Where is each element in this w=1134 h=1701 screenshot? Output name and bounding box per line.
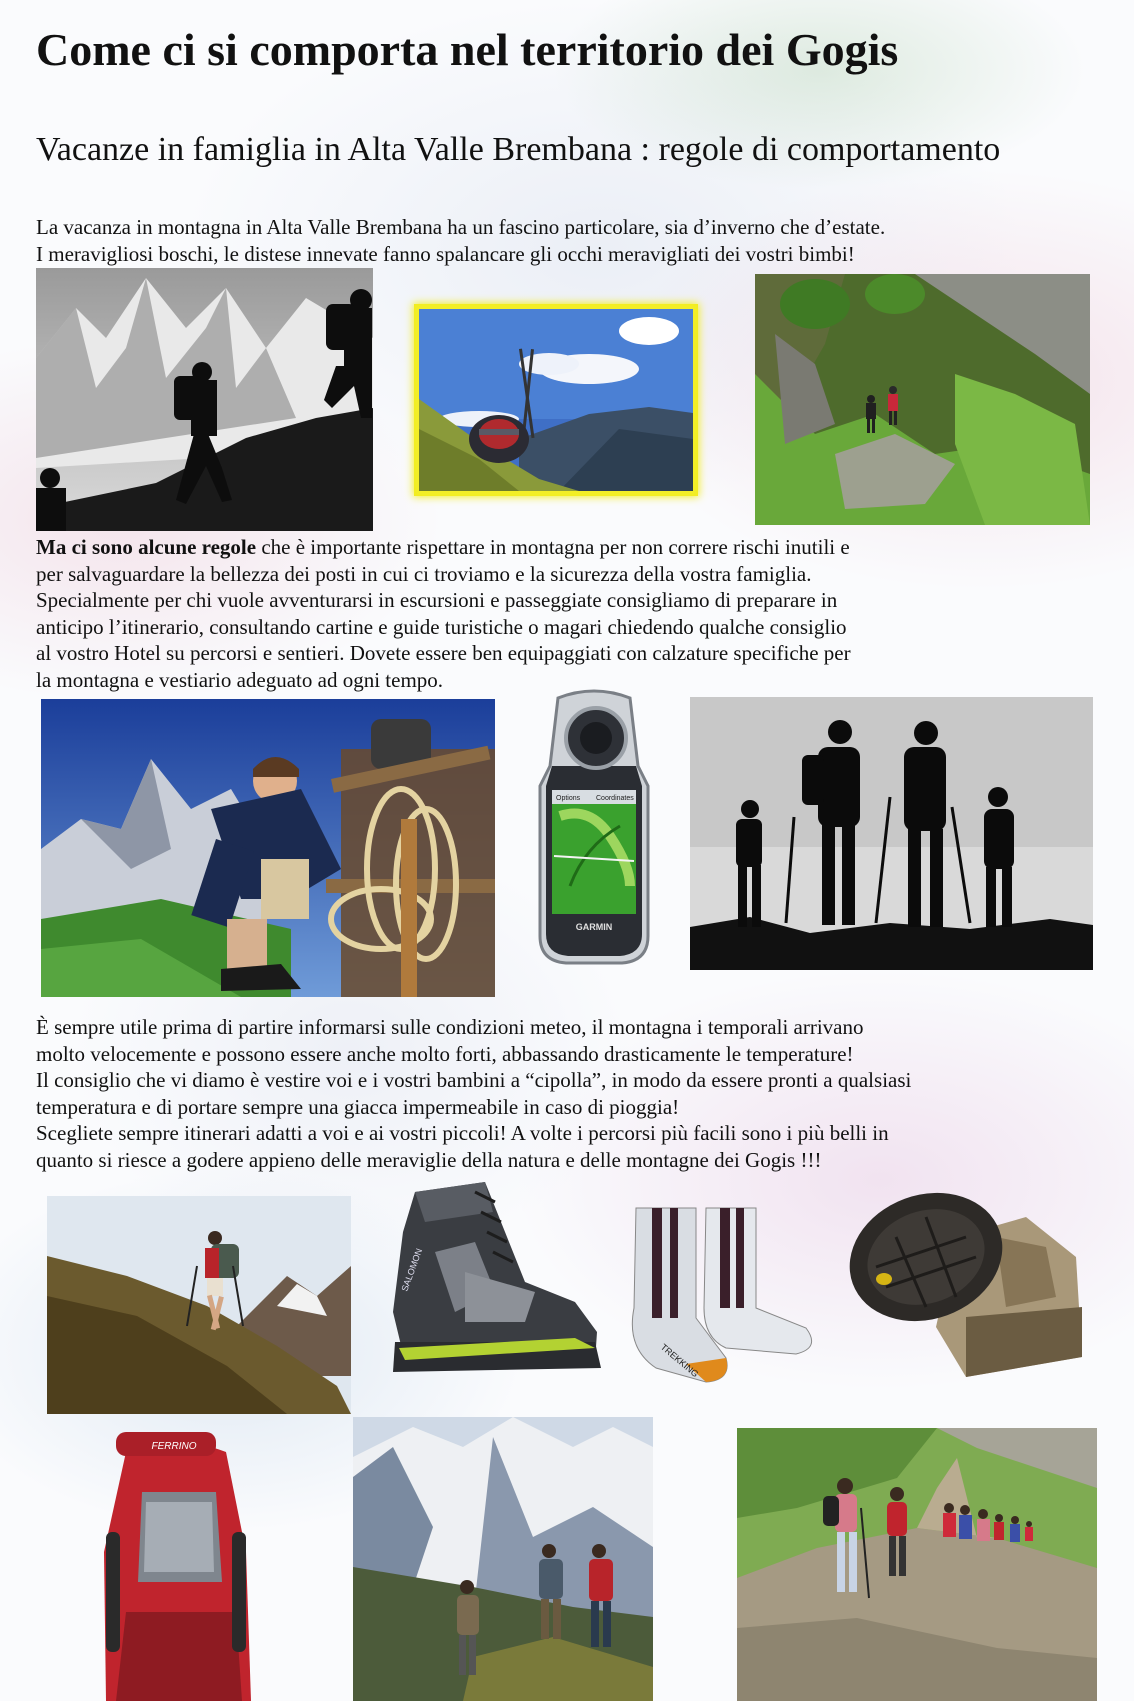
photo-trail-rocky-green xyxy=(755,274,1090,525)
advice-line: È sempre utile prima di partire informarsi sulle condizioni meteo, il montagna i temporali arrivano xyxy=(36,1015,864,1039)
advice-line: molto velocemente e possono essere anche molto forti, abbassando drasticamente le temperature! xyxy=(36,1041,854,1066)
intro-paragraph xyxy=(36,214,1096,267)
gps-brand: GARMIN xyxy=(575,922,613,932)
advice-line: Scegliete sempre itinerari adatti a voi e ai vostri piccoli! A volte i percorsi più facili sono i più belli in xyxy=(36,1121,889,1146)
photo-hikers-silhouette-bw xyxy=(36,268,373,531)
photo-red-backpack xyxy=(86,1432,262,1701)
page-title: Come ci si comporta nel territorio dei Gogis xyxy=(36,24,899,75)
intro-line: I meravigliosi boschi, le distese innevate fanno spalancare gli occhi meravigliati dei vostri bimbi! xyxy=(36,241,855,266)
rules-paragraph xyxy=(36,534,1096,694)
photo-man-tying-boot xyxy=(41,699,495,997)
photo-hiking-boots-brown xyxy=(846,1177,1084,1389)
gps-menu-right: Coordinates xyxy=(596,795,634,802)
photo-backpack-mountain-view xyxy=(419,309,693,491)
rules-line: Specialmente per chi vuole avventurarsi in escursioni e passeggiate consigliamo di preparare in xyxy=(36,588,838,613)
rules-line-rest: che è importante rispettare in montagna per non correre rischi inutili e xyxy=(256,535,850,559)
photo-four-hikers-silhouette xyxy=(690,697,1093,970)
rules-line: per salvaguardare la bellezza dei posti in cui ci troviamo e la sicurezza della vostra famiglia. xyxy=(36,561,812,586)
rules-line xyxy=(36,534,1096,561)
photo-gps-device xyxy=(530,686,658,966)
photo-trekking-socks xyxy=(616,1198,821,1388)
rules-line: al vostro Hotel su percorsi e sentieri. Dovete essere ben equipaggiati con calzature specifiche per xyxy=(36,641,851,666)
rules-line: anticipo l’itinerario, consultando cartine e guide turistiche o magari chiedendo qualche consiglio xyxy=(36,614,847,639)
photo-hiking-boot-gray xyxy=(375,1172,605,1386)
boot-brand-text: SALOMON xyxy=(399,1246,425,1293)
photo-hikers-alpine-valley xyxy=(353,1417,653,1701)
photo-group-hike-trail xyxy=(737,1428,1097,1701)
advice-line: Il consiglio che vi diamo è vestire voi e i vostri bambini a “cipolla”, in modo da essere pronti a qualsiasi xyxy=(36,1068,912,1093)
advice-line: quanto si riesce a godere appieno delle meraviglie della natura e delle montagne dei Gogis !!! xyxy=(36,1147,822,1172)
rules-line: la montagna e vestiario adeguato ad ogni tempo. xyxy=(36,667,444,692)
photo-hiker-on-ridge xyxy=(47,1196,351,1414)
gps-menu-left: Options xyxy=(556,795,581,802)
intro-line: La vacanza in montagna in Alta Valle Brembana ha un fascino particolare, sia d’inverno che d’estate. xyxy=(36,215,886,239)
advice-line: temperatura e di portare sempre una giacca impermeabile in caso di pioggia! xyxy=(36,1094,680,1119)
backpack-brand-text: FERRINO xyxy=(151,1441,197,1452)
socks-label: TREKKING xyxy=(658,1341,701,1380)
page-subtitle: Vacanze in famiglia in Alta Valle Brembana : regole di comportamento xyxy=(36,131,1001,168)
advice-paragraph xyxy=(36,1014,1096,1174)
rules-bold-lead: Ma ci sono alcune regole xyxy=(36,535,257,559)
